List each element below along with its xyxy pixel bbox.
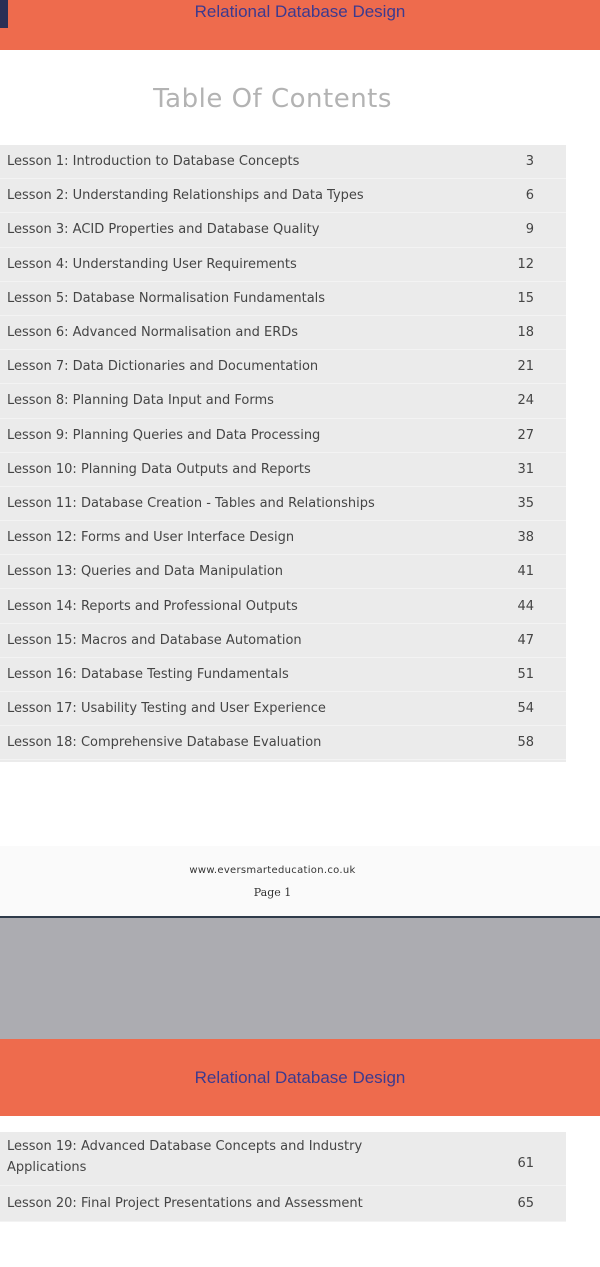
toc-row[interactable] xyxy=(0,145,566,179)
toc-row[interactable] xyxy=(0,589,566,623)
toc-row[interactable] xyxy=(0,179,566,213)
toc-page-number: 44 xyxy=(517,598,534,614)
toc-lesson-title: Lesson 19: Advanced Database Concepts and Industry Applications xyxy=(7,1139,363,1175)
toc-page-number: 12 xyxy=(517,256,534,272)
toc-page-number: 15 xyxy=(517,290,534,306)
toc-page-number: 58 xyxy=(517,735,534,751)
toc-page-number: 47 xyxy=(517,632,534,648)
footer-url[interactable]: www.eversmarteducation.co.uk xyxy=(189,865,356,876)
toc-page-number: 6 xyxy=(525,188,534,204)
toc-page-number: 31 xyxy=(517,461,534,477)
toc-heading: Table Of Contents xyxy=(153,84,392,114)
toc-row[interactable] xyxy=(0,624,566,658)
toc-lesson-title: Lesson 8: Planning Data Input and Forms xyxy=(7,393,274,409)
toc-lesson-title: Lesson 17: Usability Testing and User Experience xyxy=(7,701,326,717)
toc-row[interactable] xyxy=(0,453,566,487)
toc-page-number: 3 xyxy=(525,154,534,170)
toc-lesson-title: Lesson 3: ACID Properties and Database Quality xyxy=(7,222,320,238)
toc-page-number: 65 xyxy=(517,1196,534,1211)
toc-lesson-title: Lesson 9: Planning Queries and Data Processing xyxy=(7,427,321,443)
toc-page-number: 27 xyxy=(517,427,534,443)
toc-page-number: 41 xyxy=(517,564,534,580)
toc-row[interactable] xyxy=(0,1132,566,1186)
toc-row[interactable] xyxy=(0,521,566,555)
toc-lesson-title: Lesson 11: Database Creation - Tables and Relationships xyxy=(7,495,375,511)
page-header-banner-2 xyxy=(0,1039,600,1116)
toc-lesson-title: Lesson 1: Introduction to Database Concepts xyxy=(7,154,300,170)
toc-lesson-title: Lesson 18: Comprehensive Database Evaluation xyxy=(7,735,322,751)
toc-lesson-title: Lesson 5: Database Normalisation Fundamentals xyxy=(7,290,326,306)
toc-row[interactable] xyxy=(0,282,566,316)
toc-table-2 xyxy=(0,1132,566,1222)
toc-row[interactable] xyxy=(0,419,566,453)
toc-lesson-title: Lesson 20: Final Project Presentations and Assessment xyxy=(7,1196,363,1211)
toc-page-number: 61 xyxy=(517,1156,534,1171)
footer-page-number: Page 1 xyxy=(253,886,292,899)
toc-lesson-title: Lesson 10: Planning Data Outputs and Reports xyxy=(7,461,311,477)
toc-row[interactable] xyxy=(0,726,566,760)
toc-page-number: 54 xyxy=(517,701,534,717)
toc-page-number: 35 xyxy=(517,495,534,511)
toc-lesson-title: Lesson 4: Understanding User Requirements xyxy=(7,256,297,272)
toc-row[interactable] xyxy=(0,350,566,384)
toc-row[interactable] xyxy=(0,316,566,350)
page-header-banner xyxy=(0,0,600,50)
toc-page-number: 51 xyxy=(517,666,534,682)
toc-row[interactable] xyxy=(0,658,566,692)
toc-page-number: 9 xyxy=(525,222,534,238)
page-header-title: Relational Database Design xyxy=(194,2,406,21)
toc-lesson-title: Lesson 13: Queries and Data Manipulation xyxy=(7,564,284,580)
toc-row[interactable] xyxy=(0,248,566,282)
toc-table xyxy=(0,145,566,762)
toc-row[interactable] xyxy=(0,487,566,521)
toc-row[interactable] xyxy=(0,555,566,589)
toc-page-number: 38 xyxy=(517,530,534,546)
toc-row[interactable] xyxy=(0,692,566,726)
toc-page-number: 21 xyxy=(517,359,534,375)
toc-row[interactable] xyxy=(0,213,566,247)
toc-lesson-title: Lesson 14: Reports and Professional Outputs xyxy=(7,598,298,614)
toc-row[interactable] xyxy=(0,1186,566,1222)
toc-lesson-title: Lesson 15: Macros and Database Automation xyxy=(7,632,302,648)
toc-row[interactable] xyxy=(0,384,566,418)
page-footer xyxy=(0,846,600,918)
toc-lesson-title: Lesson 6: Advanced Normalisation and ERDs xyxy=(7,325,299,341)
page-header-title-2: Relational Database Design xyxy=(194,1068,406,1087)
toc-lesson-title: Lesson 12: Forms and User Interface Design xyxy=(7,530,295,546)
toc-page-number: 18 xyxy=(517,325,534,341)
toc-lesson-title: Lesson 2: Understanding Relationships and Data Types xyxy=(7,188,364,204)
toc-lesson-title: Lesson 16: Database Testing Fundamentals xyxy=(7,666,289,682)
page-separator xyxy=(0,918,600,1039)
toc-page-number: 24 xyxy=(517,393,534,409)
toc-lesson-title: Lesson 7: Data Dictionaries and Documentation xyxy=(7,359,319,375)
